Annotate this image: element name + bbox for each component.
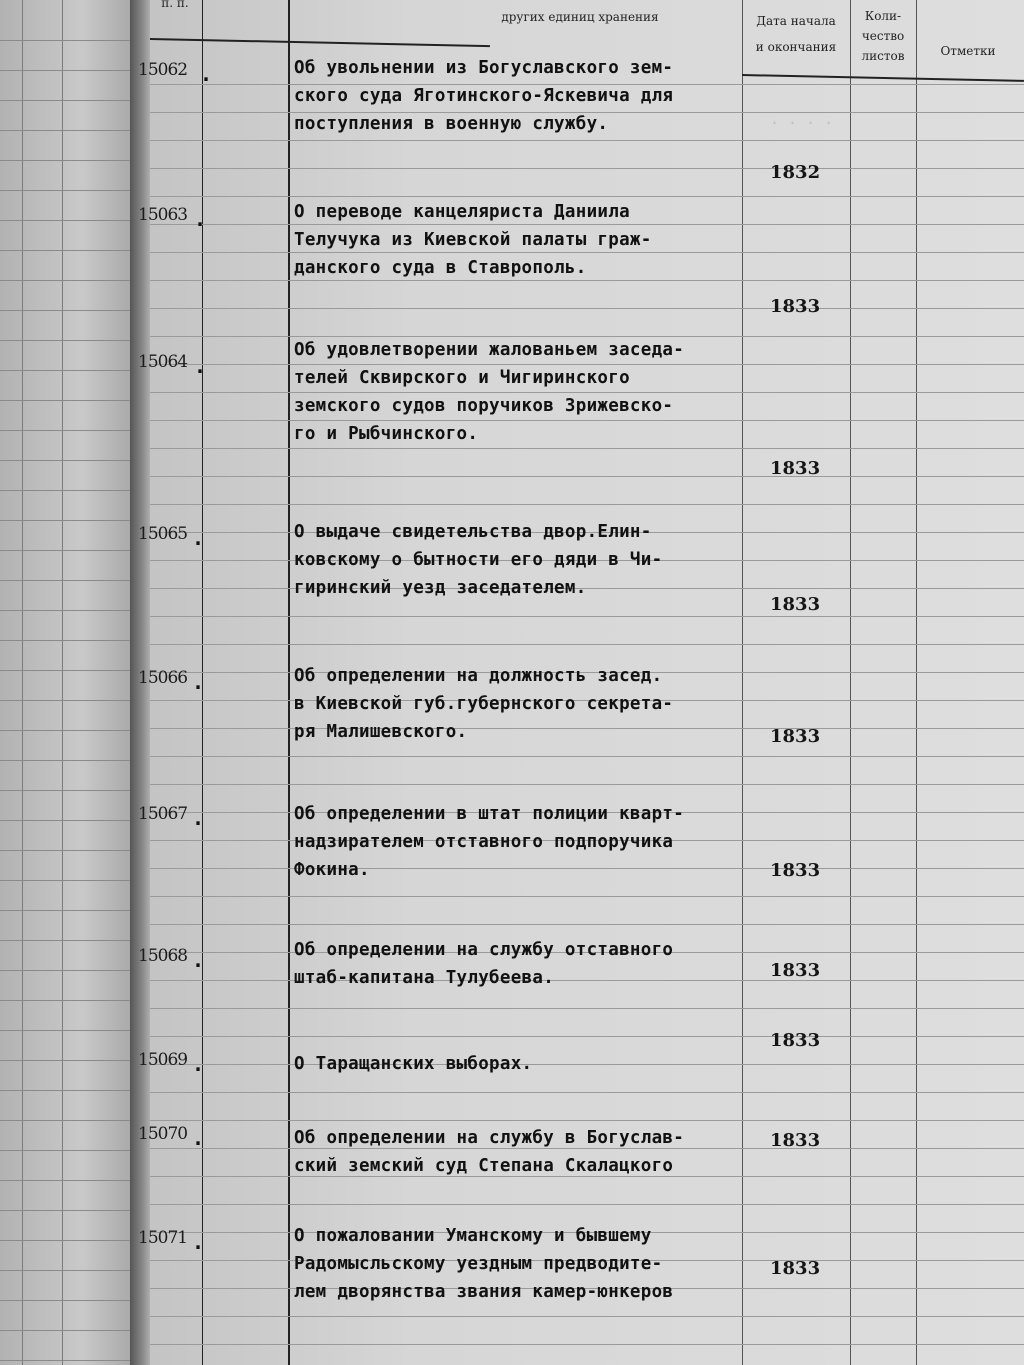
entry-number: 15071 [138,1228,188,1248]
left-page-ruling-line [0,940,150,941]
left-page-ruling-line [0,1090,150,1091]
ruling-line [150,1316,1024,1317]
left-page-ruling-line [0,1120,150,1121]
left-page-ruling-line [0,400,150,401]
ruling-line [150,140,1024,141]
left-page-ruling-line [0,1270,150,1271]
left-page-ruling-line [0,220,150,221]
left-page-ruling-line [0,250,150,251]
entry-title: О Таращанских выборах. [294,1054,533,1074]
entry-number: 15063 [138,205,188,225]
entry-title: Об удовлетворении жалованьем заседа- телей Сквирского и Чигиринского земского судов поручиков Зрижевско- го и Рыбчинского. [294,340,685,444]
left-page-ruling-line [0,820,150,821]
register-page [138,0,1024,1365]
left-page-column-line [62,0,63,1365]
entry-year: 1833 [770,296,821,317]
left-page-ruling-line [0,970,150,971]
ruling-line [150,896,1024,897]
header-number: п. п. [161,0,189,10]
ruling-line [150,1092,1024,1093]
entry-year: 1833 [770,1258,821,1279]
ruling-line [150,1036,1024,1037]
left-page-ruling-line [0,700,150,701]
left-page-ruling-line [0,430,150,431]
left-page-ruling-line [0,550,150,551]
entry-title: О выдаче свидетельства двор.Елин- ковскому о бытности его дяди в Чи- гиринский уезд заседателем. [294,522,663,598]
left-page-ruling-line [0,1210,150,1211]
left-page-ruling-line [0,280,150,281]
ruling-line [150,196,1024,197]
ruling-line [150,1204,1024,1205]
ruling-line [150,168,1024,169]
left-page-ruling-line [0,790,150,791]
entry-dot: . [192,806,205,830]
ruling-line [150,756,1024,757]
entry-dot: . [194,354,207,378]
entry-dot: . [192,670,205,694]
left-page-column-line [22,0,23,1365]
entry-dot: . [192,1230,205,1254]
entry-title: О пожаловании Уманскому и бывшему Радомысльскому уездным предводите- лем дворянства звания камер-юнкеров [294,1226,674,1302]
entry-dot: . [192,948,205,972]
notes-column-divider [916,0,917,1365]
sheets-column-divider [850,0,851,1365]
entry-year: 1832 [770,162,821,183]
left-page-edge [0,0,150,1365]
left-page-ruling-line [0,340,150,341]
entry-number: 15068 [138,946,188,966]
entry-number: 15069 [138,1050,188,1070]
entry-year: 1833 [770,594,821,615]
entry-title: Об определении на должность засед. в Киевской губ.губернского секрета- ря Малишевского. [294,666,674,742]
left-page-ruling-line [0,1300,150,1301]
title-column-divider [288,0,290,1365]
entry-title: Об увольнении из Богуславского зем- ского суда Яготинского-Яскевича для поступления в военную службу. [294,58,674,134]
left-page-ruling-line [0,520,150,521]
left-page-ruling-line [0,1180,150,1181]
ruling-line [150,1344,1024,1345]
entry-dot: . [192,1126,205,1150]
entry-dot: . [192,1052,205,1076]
ruling-line [150,448,1024,449]
ruling-line [150,1120,1024,1121]
ruling-line [150,644,1024,645]
show-through-text: · · · · [770,114,834,132]
header-title: других единиц хранения [501,10,659,24]
left-page-ruling-line [0,490,150,491]
ruling-line [150,476,1024,477]
entry-title: О переводе канцеляриста Даниила Телучука из Киевской палаты граж- данского суда в Ставрополь. [294,202,652,278]
entry-title: Об определении на службу в Богуслав- ский земский суд Степана Скалацкого [294,1128,685,1176]
entry-year: 1833 [770,1030,821,1051]
left-page-ruling-line [0,100,150,101]
entry-number: 15066 [138,668,188,688]
left-page-ruling-line [0,1060,150,1061]
left-page-ruling-line [0,40,150,41]
left-page-ruling-line [0,670,150,671]
left-page-ruling-line [0,1360,150,1361]
header-sheets: Коли- чество листов [861,9,905,63]
ruling-line [150,616,1024,617]
left-page-ruling-line [0,1030,150,1031]
entry-number: 15067 [138,804,188,824]
entry-dot: . [200,62,213,86]
header-rule [150,38,490,47]
left-page-ruling-line [0,1000,150,1001]
entry-number: 15062 [138,60,188,80]
left-page-ruling-line [0,880,150,881]
left-page-ruling-line [0,1240,150,1241]
left-page-ruling-line [0,640,150,641]
ruling-line [150,504,1024,505]
left-page-ruling-line [0,460,150,461]
left-page-ruling-line [0,580,150,581]
ruling-line [150,924,1024,925]
left-page-ruling-line [0,910,150,911]
header-rule [742,74,1024,82]
left-page-ruling-line [0,190,150,191]
entry-number: 15070 [138,1124,188,1144]
ruling-line [150,308,1024,309]
header-notes: Отметки [940,44,996,58]
ruling-line [150,1008,1024,1009]
left-page-ruling-line [0,130,150,131]
left-page-ruling-line [0,310,150,311]
left-page-ruling-line [0,610,150,611]
left-page-ruling-line [0,730,150,731]
entry-number: 15065 [138,524,188,544]
entry-title: Об определении в штат полиции кварт- надзирателем отставного подпоручика Фокина. [294,804,685,880]
left-page-ruling-line [0,1150,150,1151]
entry-year: 1833 [770,960,821,981]
left-page-ruling-line [0,370,150,371]
entry-title: Об определении на службу отставного штаб-капитана Тулубеева. [294,940,674,988]
entry-year: 1833 [770,1130,821,1151]
left-page-ruling-line [0,70,150,71]
entry-number: 15064 [138,352,188,372]
left-page-ruling-line [0,160,150,161]
left-page-ruling-line [0,850,150,851]
entry-year: 1833 [770,458,821,479]
entry-year: 1833 [770,860,821,881]
entry-dot: . [194,207,207,231]
left-page-ruling-line [0,1330,150,1331]
entry-year: 1833 [770,726,821,747]
ruling-line [150,784,1024,785]
entry-dot: . [192,526,205,550]
left-page-ruling-line [0,760,150,761]
header-dates: Дата начала и окончания [755,14,837,54]
